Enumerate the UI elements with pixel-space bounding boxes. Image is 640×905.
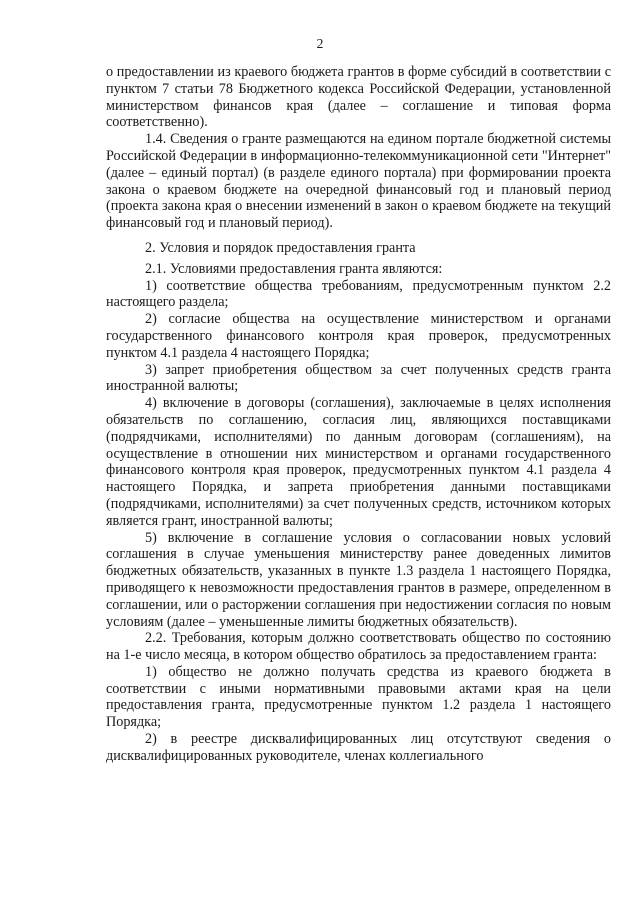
paragraph-2-2-item-1: 1) общество не должно получать средства из краевого бюджета в соответствии с иными нормативными правовыми актами края на цели предоставления гранта, предусмотренные пунктом 1.2 раздела 1 настоящего Порядка; [106, 663, 611, 731]
paragraph-2-1-item-5: 5) включение в соглашение условия о согласовании новых условий соглашения в случае уменьшения министерству ранее доведенных лимитов бюджетных обязательств, указанных в пункте 1.3 раздела 1 настоящего Порядка, приводящего к невозможности предоставления грантов в размере, определенном в соглашении, или о расторжении соглашения при недостижении согласия по новым условиям (далее – уменьшенные лимиты бюджетных обязательств). [106, 529, 611, 630]
paragraph-1-4: 1.4. Сведения о гранте размещаются на едином портале бюджетной системы Российской Федерации в информационно-телекоммуникационной сети "Интернет" (далее – единый портал) (в разделе единого портала) при формировании проекта закона о краевом бюджете на очередной финансовый год и плановый период (проекта закона края о внесении изменений в закон о краевом бюджете на текущий финансовый год и плановый период). [106, 131, 611, 232]
document-body [106, 64, 611, 765]
paragraph-2-1: 2.1. Условиями предоставления гранта являются: [145, 260, 443, 277]
paragraph-2-2: 2.2. Требования, которым должно соответствовать общество по состоянию на 1-е число месяца, в котором общество обратилось за предоставлением гранта: [106, 630, 611, 664]
paragraph-2-1-item-4: 4) включение в договоры (соглашения), заключаемые в целях исполнения обязательств по соглашению, согласия лиц, являющихся поставщиками (подрядчиками, исполнителями) по данным договорам (соглашениям), на осуществление в отношении них министерством и органами государственного финансового контроля края проверок, предусмотренных пунктом 4.1 раздела 4 настоящего Порядка, и запрета приобретения данными поставщиками (подрядчиками, исполнителями) за счет полученных средств, источником которых является грант, иностранной валюты; [106, 395, 611, 529]
paragraph-2-1-item-2: 2) согласие общества на осуществление министерством и органами государственного финансового контроля края проверок, предусмотренных пунктом 4.1 раздела 4 настоящего Порядка; [106, 311, 611, 361]
page-number: 2 [316, 36, 324, 51]
section-heading-2: 2. Условия и порядок предоставления гранта [145, 239, 416, 256]
paragraph-2-1-item-1: 1) соответствие общества требованиям, предусмотренным пунктом 2.2 настоящего раздела; [106, 277, 611, 311]
paragraph-continuation: о предоставлении из краевого бюджета грантов в форме субсидий в соответствии с пунктом 7 статьи 78 Бюджетного кодекса Российской Федерации, установленной министерством финансов края (далее – соглашение и типовая форма соответственно). [106, 64, 611, 131]
paragraph-2-1-item-3: 3) запрет приобретения обществом за счет полученных средств гранта иностранной валюты; [106, 361, 611, 395]
paragraph-2-2-item-2: 2) в реестре дисквалифицированных лиц отсутствуют сведения о дисквалифицированных руководителе, членах коллегиального [106, 731, 611, 764]
